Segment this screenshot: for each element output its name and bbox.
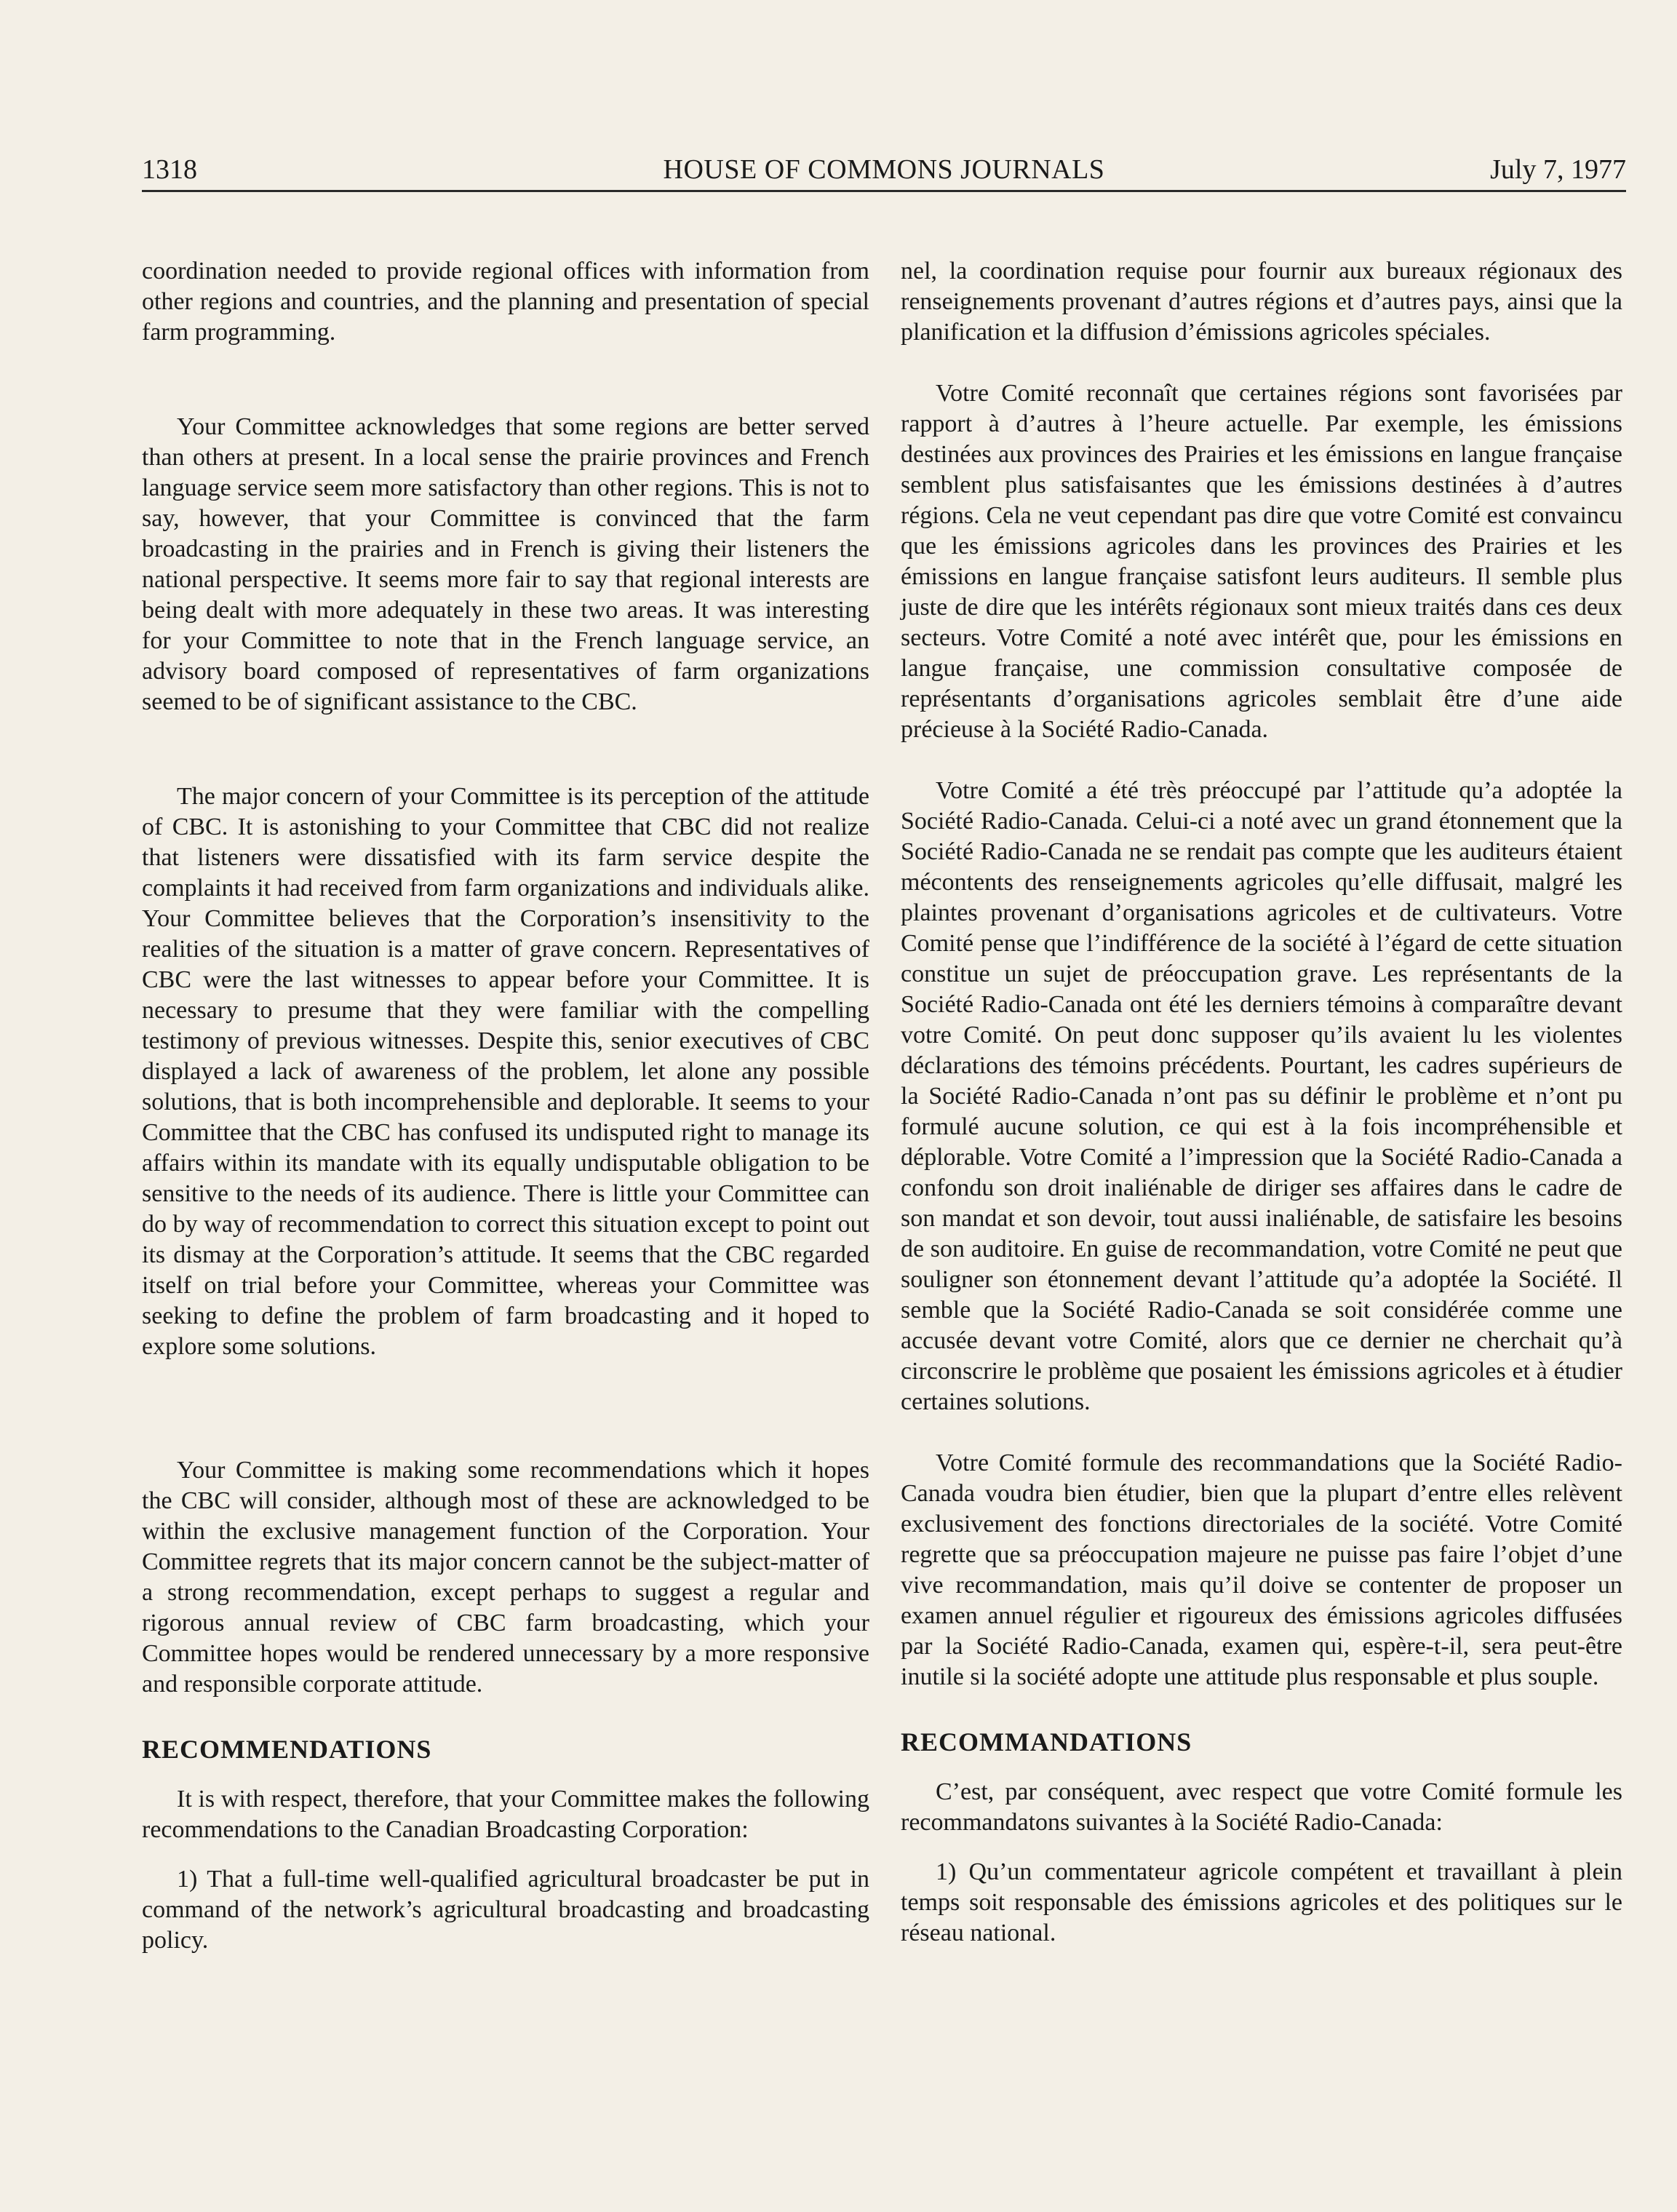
english-recommendation-item: 1) That a full-time well-qualified agricultural broadcaster be put in command of the network’s agricultural broadcasting and broadcasting policy. xyxy=(142,1866,869,1954)
english-paragraph: The major concern of your Committee is its perception of the attitude of CBC. It is astonishing to your Committee that CBC did not realize that listeners were dissatisfied with its farm service despite the complaints it had received from farm organizations and individuals alike. Your Committee believes that the Corporation’s insensitivity to the realities of the situation is a matter of grave concern. Representatives of CBC were the last witnesses to appear before your Committee. It is necessary to presume that they were familiar with the compelling testimony of previous witnesses. Despite this, senior executives of CBC displayed a lack of awareness of the problem, let alone any possible solutions, that is both incomprehensible and deplorable. It seems to your Committee that the CBC has confused its undisputed right to manage its affairs within its mandate with its equally undisputable obligation to be sensitive to the needs of its audience. There is little your Committee can do by way of recommendation to correct this situation except to point out its dismay at the Corporation’s attitude. It seems that the CBC regarded itself on trial before your Committee, whereas your Committee was seeking to define the problem of farm broadcasting and it hoped to explore some solutions. xyxy=(142,783,869,1360)
french-paragraph: nel, la coordination requise pour fournir aux bureaux régionaux des renseignements provenant d’autres régions et d’autres pays, ainsi que la planification et la diffusion d’émissions agricoles spéciales. xyxy=(901,258,1622,346)
page-number: 1318 xyxy=(142,154,197,185)
english-column xyxy=(142,256,869,1956)
english-recommendations-intro: It is with respect, therefore, that your Committee makes the following recommendations to the Canadian Broadcasting Corporation: xyxy=(142,1786,869,1843)
french-paragraph: Votre Comité a été très préoccupé par l’attitude qu’a adoptée la Société Radio-Canada. Celui-ci a noté avec un grand étonnement que la Société Radio-Canada ne se rendait pas compte que les auditeurs étaient mécontents des renseignements agricoles qu’elle diffusait, malgré les plaintes provenant d’organisations agricoles et de cultivateurs. Votre Comité pense que l’indifférence de la société à l’égard de cette situation constitue un sujet de préoccupation grave. Les représentants de la Société Radio-Canada ont été les derniers témoins à comparaître devant votre Comité. On peut donc supposer qu’ils avaient lu les violentes déclarations des témoins précédents. Pourtant, les cadres supérieurs de la Société Radio-Canada n’ont pas su définir le problème et n’ont pu formulé aucune solution, ce qui est à la fois incompréhensible et déplorable. Votre Comité a l’impression que la Société Radio-Canada a confondu son droit inaliénable de diriger ses affaires dans le cadre de son mandat et son devoir, tout aussi inaliénable, de satisfaire les besoins de son auditoire. En guise de recommandation, votre Comité ne peut que souligner son étonnement devant l’attitude qu’a adoptée la Société. Il semble que la Société Radio-Canada se soit considérée comme une accusée devant votre Comité, alors que ce dernier ne cherchait qu’à circonscrire le problème que posaient les émissions agricoles et à étudier certaines solutions. xyxy=(901,777,1622,1415)
french-paragraph: Votre Comité reconnaît que certaines régions sont favorisées par rapport à d’autres à l’heure actuelle. Par exemple, les émissions destinées aux provinces des Prairies et les émissions en langue française semblent plus satisfaisantes que les émissions destinées à d’autres régions. Cela ne veut cependant pas dire que votre Comité est convaincu que les émissions agricoles dans les provinces des Prairies et les émissions en langue française satisfont leurs auditeurs. Il semble plus juste de dire que les intérêts régionaux sont mieux traités dans ces deux secteurs. Votre Comité a noté avec intérêt que, pour les émissions en langue française, une commission consultative composée de représentants d’organisations agricoles semblait être d’une aide précieuse à la Société Radio-Canada. xyxy=(901,380,1622,743)
french-recommendation-item: 1) Qu’un commentateur agricole compétent et travaillant à plein temps soit responsable des émissions agricoles et des politiques sur le réseau national. xyxy=(901,1858,1622,1946)
french-column xyxy=(901,256,1622,1949)
page-header xyxy=(142,149,1626,192)
english-paragraph: Your Committee acknowledges that some regions are better served than others at present. In a local sense the prairie provinces and French language service seem more satisfactory than other regions. This is not to say, however, that your Committee is convinced that the farm broadcasting in the prairies and in French is giving their listeners the national perspective. It seems more fair to say that regional interests are being dealt with more adequately in these two areas. It was interesting for your Committee to note that in the French language service, an advisory board composed of representatives of farm organizations seemed to be of significant assistance to the CBC. xyxy=(142,413,869,715)
english-recommendations-heading: RECOMMENDATIONS xyxy=(142,1735,432,1764)
english-paragraph: Your Committee is making some recommendations which it hopes the CBC will consider, although most of these are acknowledged to be within the exclusive management function of the Corporation. Your Committee regrets that its major concern cannot be the subject-matter of a strong recommendation, except perhaps to suggest a regular and rigorous annual review of CBC farm broadcasting, which your Committee hopes would be rendered unnecessary by a more responsive and responsible corporate attitude. xyxy=(142,1457,869,1698)
page-date: July 7, 1977 xyxy=(1490,154,1626,185)
french-recommendations-intro: C’est, par conséquent, avec respect que votre Comité formule les recommandatons suivantes à la Société Radio-Canada: xyxy=(901,1778,1622,1836)
french-recommendations-heading: RECOMMANDATIONS xyxy=(901,1727,1192,1757)
french-paragraph: Votre Comité formule des recommandations que la Société Radio-Canada voudra bien étudier, bien que la plupart d’entre elles relèvent exclusivement des fonctions directoriales de la société. Votre Comité regrette que sa préoccupation majeure ne puisse pas faire l’objet d’une vive recommandation, mais qu’il doive se contenter de proposer un examen annuel régulier et rigoureux des émissions agricoles diffusées par la Société Radio-Canada, examen qui, espère-t-il, sera peut-être inutile si la société adopte une attitude plus responsable et plus souple. xyxy=(901,1449,1622,1690)
journal-title: HOUSE OF COMMONS JOURNALS xyxy=(663,154,1105,185)
english-paragraph: coordination needed to provide regional offices with information from other regions and countries, and the planning and presentation of special farm programming. xyxy=(142,258,869,346)
